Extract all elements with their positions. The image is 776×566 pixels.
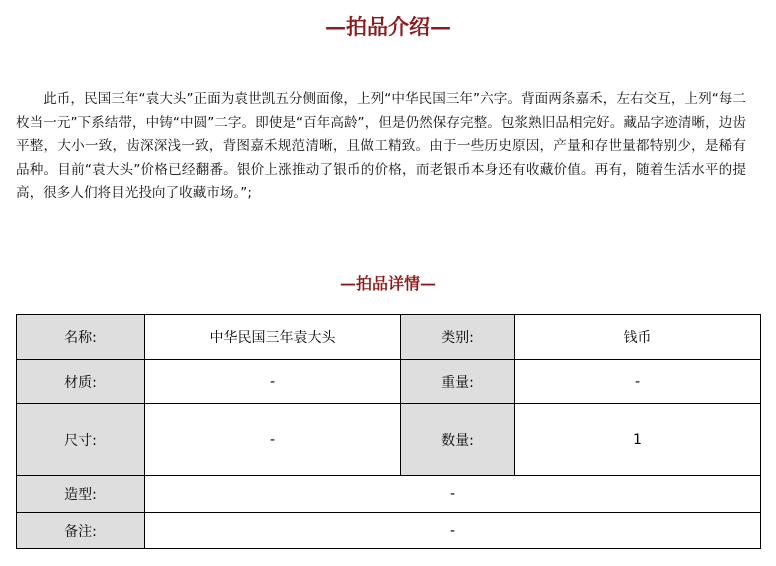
quantity-value: 1 xyxy=(515,404,761,476)
size-label: 尺寸: xyxy=(17,404,145,476)
details-table xyxy=(16,314,761,549)
page-title: —拍品介绍— xyxy=(325,14,451,39)
details-title: —拍品详情— xyxy=(339,274,436,293)
note-value: - xyxy=(145,513,761,549)
table-row xyxy=(17,360,761,404)
weight-value: - xyxy=(515,360,761,404)
shape-value: - xyxy=(145,476,761,513)
shape-label: 造型: xyxy=(17,476,145,513)
quantity-label: 数量: xyxy=(401,404,515,476)
table-row xyxy=(17,513,761,549)
item-description: 此币，民国三年“袁大头”正面为袁世凯五分侧面像，上列“中华民国三年”六字。背面两条嘉禾，左右交互，上列“每二枚当一元”下系结带，中铸“中圆”二字。即使是“百年高龄”，但是仍然保存完整。包浆熟旧品相完好。藏品字迹清晰，边齿平整，大小一致，齿深深浅一致，背图嘉禾规范清晰，且做工精致。由于一些历史原因，产量和存世量都特别少，是稀有品种。目前“袁大头”价格已经翻番。银价上涨推动了银币的价格，而老银币本身还有收藏价值。再有，随着生活水平的提高，很多人们将目光投向了收藏市场。”; xyxy=(16,91,746,201)
category-value: 钱币 xyxy=(515,315,761,360)
material-value: - xyxy=(145,360,401,404)
table-row xyxy=(17,404,761,476)
material-label: 材质: xyxy=(17,360,145,404)
table-row xyxy=(17,476,761,513)
table-row xyxy=(17,315,761,360)
name-value: 中华民国三年袁大头 xyxy=(145,315,401,360)
weight-label: 重量: xyxy=(401,360,515,404)
name-label: 名称: xyxy=(17,315,145,360)
note-label: 备注: xyxy=(17,513,145,549)
category-label: 类别: xyxy=(401,315,515,360)
size-value: - xyxy=(145,404,401,476)
